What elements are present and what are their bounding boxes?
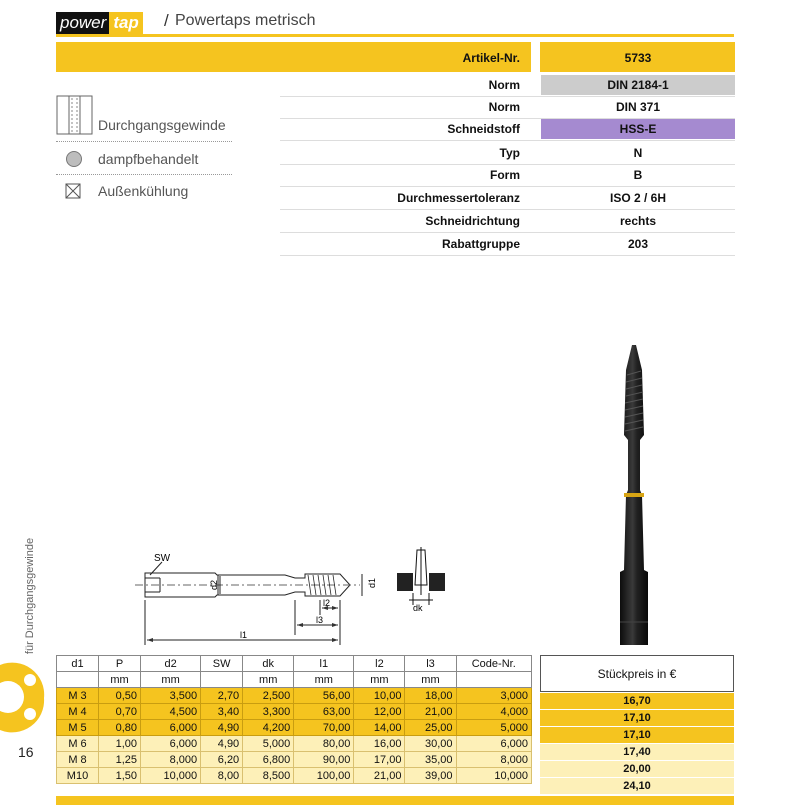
spec-divider [280,255,735,256]
spec-value: B [633,168,643,182]
unit-cell: mm [354,672,405,688]
cell-sw: 4,90 [201,720,243,736]
cell-l2: 12,00 [354,704,405,720]
cell-l3: 30,00 [405,736,456,752]
spec-row [280,188,735,208]
cell-l3: 18,00 [405,688,456,704]
table-row [57,736,532,752]
powertap-logo [56,12,160,34]
circle-icon [65,150,83,168]
cell-dk: 4,200 [243,720,294,736]
cell-d1: M 6 [57,736,99,752]
divider [56,141,232,142]
dimension-table [56,655,532,784]
cell-p: 0,80 [99,720,141,736]
spec-row [280,48,735,68]
cell-p: 0,70 [99,704,141,720]
cell-l2: 21,00 [354,768,405,784]
feature-steam [56,148,231,170]
cell-d2: 8,000 [141,752,201,768]
feature-cooling [56,181,231,203]
spec-row [280,143,735,163]
spec-divider [280,140,735,141]
cell-p: 1,25 [99,752,141,768]
column-header: l1 [294,656,354,672]
price-cell: 17,10 [540,710,734,726]
cell-code: 8,000 [456,752,532,768]
cell-d2: 10,000 [141,768,201,784]
page-number: 16 [18,744,34,760]
cell-d2: 6,000 [141,720,201,736]
cell-code: 4,000 [456,704,532,720]
cell-l2: 17,00 [354,752,405,768]
spec-divider [280,232,735,233]
spec-value: DIN 2184-1 [541,75,735,95]
feature-through-hole [56,95,231,135]
spec-label: Form [490,168,520,182]
cell-l3: 35,00 [405,752,456,768]
feature-label: Außenkühlung [98,183,189,199]
cell-dk: 6,800 [243,752,294,768]
side-gear-graphic [0,660,50,735]
label-l3: l3 [316,615,324,625]
header-rule [56,34,734,37]
cell-code: 5,000 [456,720,532,736]
feature-label: Durchgangsgewinde [98,117,226,133]
spec-label: Durchmessertoleranz [397,191,520,205]
table-row [57,688,532,704]
unit-cell: mm [405,672,456,688]
cell-l2: 16,00 [354,736,405,752]
cell-l1: 90,00 [294,752,354,768]
unit-cell: mm [294,672,354,688]
unit-cell [57,672,99,688]
cell-d1: M 5 [57,720,99,736]
label-l1: l1 [240,630,248,640]
spec-row [280,97,735,117]
cross-section-drawing [395,545,450,615]
cell-d2: 6,000 [141,736,201,752]
cell-d1: M10 [57,768,99,784]
label-dk: dk [413,603,423,613]
table-row [57,704,532,720]
spec-row [280,119,735,139]
spec-value: ISO 2 / 6H [609,191,667,205]
column-header: d2 [141,656,201,672]
column-header: P [99,656,141,672]
spec-row [280,75,735,95]
tap-product-image [600,340,670,650]
cell-l2: 10,00 [354,688,405,704]
cell-sw: 4,90 [201,736,243,752]
column-header: Code-Nr. [456,656,532,672]
column-header: d1 [57,656,99,672]
cell-p: 1,00 [99,736,141,752]
spec-value: DIN 371 [615,100,661,114]
logo-part-power: power [56,12,109,34]
spec-label: Schneidrichtung [425,214,520,228]
cell-l1: 100,00 [294,768,354,784]
cell-code: 10,000 [456,768,532,784]
table-row [57,720,532,736]
price-cell: 17,10 [540,727,734,743]
spec-label: Norm [488,78,520,92]
cell-p: 0,50 [99,688,141,704]
spec-value: HSS-E [541,119,735,139]
spec-value: 203 [627,237,649,251]
feature-label: dampfbehandelt [98,151,199,167]
price-cell: 20,00 [540,761,734,777]
side-category-label: für Durchgangsgewinde [24,537,36,655]
spec-value: rechts [619,214,657,228]
cell-l2: 14,00 [354,720,405,736]
price-cell: 16,70 [540,693,734,709]
cell-d2: 3,500 [141,688,201,704]
cell-code: 3,000 [456,688,532,704]
cell-dk: 8,500 [243,768,294,784]
label-d1: d1 [367,577,377,588]
column-header: SW [201,656,243,672]
cell-l1: 80,00 [294,736,354,752]
bottom-band [56,796,734,805]
label-d2: d2 [209,579,219,590]
cell-d1: M 3 [57,688,99,704]
through-hole-icon [56,95,94,135]
unit-cell [456,672,532,688]
spec-divider [280,186,735,187]
spec-label: Norm [488,100,520,114]
cell-l1: 63,00 [294,704,354,720]
spec-label: Artikel-Nr. [462,51,520,65]
column-header: l2 [354,656,405,672]
cell-sw: 8,00 [201,768,243,784]
price-header: Stückpreis in € [540,655,734,692]
cell-sw: 6,20 [201,752,243,768]
cell-code: 6,000 [456,736,532,752]
spec-value: N [633,146,643,160]
cell-d1: M 8 [57,752,99,768]
page-title: Powertaps metrisch [175,12,316,29]
unit-cell: mm [99,672,141,688]
cell-dk: 3,300 [243,704,294,720]
spec-row [280,211,735,231]
cell-sw: 2,70 [201,688,243,704]
label-l2: l2 [323,598,331,608]
table-row [57,752,532,768]
label-sw: SW [154,553,171,564]
column-header: l3 [405,656,456,672]
cell-l1: 56,00 [294,688,354,704]
cell-l3: 21,00 [405,704,456,720]
cell-d2: 4,500 [141,704,201,720]
spec-label: Rabattgruppe [442,237,520,251]
table-unit-row [57,672,532,688]
unit-cell [201,672,243,688]
divider [56,174,232,175]
crossed-box-icon [65,183,81,199]
spec-label: Typ [499,146,520,160]
cell-dk: 2,500 [243,688,294,704]
spec-divider [280,209,735,210]
column-header: dk [243,656,294,672]
title-separator: / [164,11,169,30]
logo-part-tap: tap [109,12,143,34]
cell-l1: 70,00 [294,720,354,736]
price-cell: 24,10 [540,778,734,794]
unit-cell: mm [243,672,294,688]
price-cell: 17,40 [540,744,734,760]
cell-l3: 25,00 [405,720,456,736]
spec-value: 5733 [624,51,652,65]
spec-row [280,165,735,185]
spec-row [280,234,735,254]
cell-dk: 5,000 [243,736,294,752]
table-header-row [57,656,532,672]
spec-label: Schneidstoff [447,122,520,136]
cell-p: 1,50 [99,768,141,784]
cell-l3: 39,00 [405,768,456,784]
table-row [57,768,532,784]
cell-d1: M 4 [57,704,99,720]
cell-sw: 3,40 [201,704,243,720]
unit-cell: mm [141,672,201,688]
